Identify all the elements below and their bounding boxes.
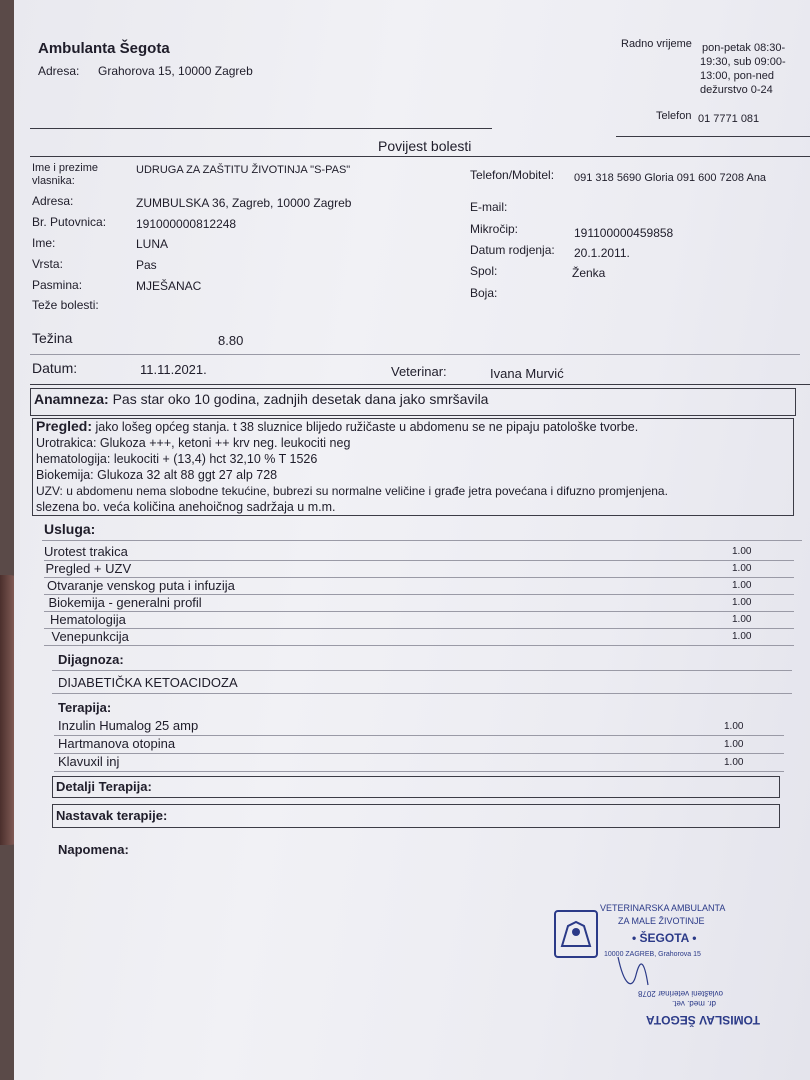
- pregled-label: Pregled:: [36, 418, 93, 434]
- terapija-item-qty: 1.00: [724, 739, 744, 750]
- page-title: Povijest bolesti: [378, 138, 472, 154]
- species-value: Pas: [136, 258, 157, 272]
- header-rule-left: [30, 128, 492, 129]
- owner-phone-label: Telefon/Mobitel:: [470, 168, 555, 182]
- weight-value: 8.80: [218, 333, 244, 348]
- clinic-address: Grahorova 15, 10000 Zagreb: [98, 64, 253, 78]
- clinic-name: Ambulanta Šegota: [38, 40, 170, 57]
- animal-name: LUNA: [136, 237, 169, 251]
- dijagnoza-label: Dijagnoza:: [58, 652, 124, 667]
- usluga-item-qty: 1.00: [732, 563, 752, 574]
- usluga-item-name: Hematologija: [50, 612, 126, 627]
- header-rule-right: [616, 136, 810, 137]
- stamp-flipped-license: ovlašteni veterinar 2078: [638, 989, 723, 998]
- passport-number: 191000000812248: [136, 217, 237, 231]
- breed-label: Pasmina:: [32, 278, 83, 292]
- hours-label: Radno vrijeme: [621, 38, 692, 50]
- usluga-item-name: Pregled + UZV: [45, 561, 132, 576]
- usluga-row-rule: [44, 628, 794, 629]
- animal-name-label: Ime:: [32, 236, 56, 250]
- usluga-row-rule: [44, 645, 794, 646]
- owner-name-label-1: Ime i prezime: [32, 162, 99, 174]
- stamp-line-3: • ŠEGOTA •: [632, 931, 697, 945]
- stamp-line-4: 10000 ZAGREB, Grahorova 15: [604, 951, 701, 958]
- vet-name: Ivana Murvić: [490, 366, 564, 381]
- medical-record-page: [14, 0, 810, 1080]
- usluga-item-name: Otvaranje venskog puta i infuzija: [47, 578, 235, 593]
- pregled-line-6: slezena bo. veća količina anehoičnog sadržaja u m.m.: [36, 500, 336, 514]
- usluga-item-name: Urotest trakica: [44, 544, 128, 559]
- terapija-item-qty: 1.00: [724, 757, 744, 768]
- napomena-label: Napomena:: [58, 842, 129, 857]
- vet-label: Veterinar:: [391, 364, 447, 379]
- title-rule: [30, 156, 810, 157]
- anamneza-text: Pas star oko 10 godina, zadnjih desetak dana jako smršavila: [112, 391, 489, 407]
- owner-name-label-2: vlasnika:: [32, 175, 75, 187]
- species-label: Vrsta:: [32, 257, 63, 271]
- detalji-box: [52, 776, 780, 798]
- owner-name: UDRUGA ZA ZAŠTITU ŽIVOTINJA "S-PAS": [136, 164, 351, 176]
- hours-line-2: 19:30, sub 09:00-: [700, 56, 786, 68]
- anamneza-label: Anamneza:: [34, 391, 109, 407]
- usluge-label: Usluga:: [44, 521, 96, 537]
- dijagnoza-text: DIJABETIČKA KETOACIDOZA: [58, 675, 238, 690]
- usluga-item-name: Biokemija - generalni profil: [48, 595, 202, 610]
- terapija-row-rule: [54, 771, 784, 772]
- hours-line-4: dežurstvo 0-24: [700, 84, 773, 96]
- detalji-label: Detalji Terapija:: [56, 779, 152, 794]
- stamp-flipped-title: dr. med. vet.: [672, 999, 717, 1008]
- usluge-rule: [42, 540, 802, 541]
- terapija-item-name: Hartmanova otopina: [58, 736, 176, 751]
- color-label: Boja:: [470, 286, 498, 300]
- owner-name-label: [32, 162, 98, 188]
- clinic-phone-label: Telefon: [656, 110, 692, 122]
- chip-number: 191100000459858: [574, 226, 674, 240]
- dob-value: 20.1.2011.: [574, 246, 630, 260]
- pregled-line-5: UZV: u abdomenu nema slobodne tekućine, bubrezi su normalne veličine i građe jetra povećana i difuzno promjenjena.: [36, 484, 668, 498]
- owner-address: ZUMBULSKA 36, Zagreb, 10000 Zagreb: [136, 196, 352, 210]
- weight-rule: [30, 354, 800, 355]
- weight-label: Težina: [32, 330, 73, 346]
- terapija-row-rule: [54, 753, 784, 754]
- anamneza-row: [34, 391, 488, 407]
- usluga-row-rule: [44, 560, 794, 561]
- stamp-logo: [554, 910, 598, 958]
- terapija-label: Terapija:: [58, 700, 112, 715]
- passport-label: Br. Putovnica:: [32, 215, 107, 229]
- stamp-flipped-name: TOMISLAV ŠEGOTA: [646, 1013, 761, 1027]
- clinic-stamp: [554, 895, 784, 1055]
- hours-line-3: 13:00, pon-ned: [700, 70, 775, 82]
- dijagnoza-rule-2: [52, 693, 792, 694]
- usluga-item-qty: 1.00: [732, 580, 752, 591]
- date-rule: [30, 384, 810, 385]
- usluga-item-qty: 1.00: [732, 597, 752, 608]
- owner-address-label: Adresa:: [32, 194, 74, 208]
- pregled-line-1: [36, 418, 796, 435]
- dijagnoza-rule: [52, 670, 792, 671]
- usluga-item-qty: 1.00: [732, 631, 752, 642]
- clinic-address-label: Adresa:: [38, 64, 80, 78]
- email-label: E-mail:: [470, 200, 508, 214]
- diseases-label: Teže bolesti:: [32, 298, 99, 312]
- signature-mark: [614, 955, 654, 995]
- usluga-item-qty: 1.00: [732, 546, 752, 557]
- pregled-line-3: hematologija: leukociti + (13,4) hct 32,10 % T 1526: [36, 452, 318, 466]
- usluga-row-rule: [44, 611, 794, 612]
- pregled-text: [36, 418, 796, 515]
- stamp-line-2: ZA MALE ŽIVOTINJE: [618, 916, 705, 926]
- usluga-item-name: Venepunkcija: [51, 629, 129, 644]
- hours-line-1: pon-petak 08:30-: [702, 42, 786, 54]
- pregled-line-1-text: jako lošeg općeg stanja. t 38 sluznice blijedo ružičaste u abdomenu se ne pipaju patološke tvorbe.: [95, 420, 639, 434]
- usluga-item-qty: 1.00: [732, 614, 752, 625]
- owner-phone: 091 318 5690 Gloria 091 600 7208 Ana: [574, 172, 767, 184]
- terapija-item-qty: 1.00: [724, 721, 744, 732]
- dob-label: Datum rodjenja:: [470, 243, 555, 257]
- stamp-animal-icon: [556, 912, 596, 956]
- stamp-line-1: VETERINARSKA AMBULANTA: [600, 903, 726, 913]
- terapija-item-name: Inzulin Humalog 25 amp: [58, 718, 199, 733]
- pregled-line-2: Urotrakica: Glukoza +++, ketoni ++ krv neg. leukociti neg: [36, 436, 351, 450]
- clinic-phone: 01 7771 081: [698, 113, 760, 125]
- nastavak-label: Nastavak terapije:: [56, 808, 168, 823]
- date-label: Datum:: [32, 360, 78, 376]
- visit-date: 11.11.2021.: [140, 362, 207, 377]
- sex-label: Spol:: [470, 264, 498, 278]
- sex-value: Ženka: [572, 266, 606, 280]
- terapija-item-name: Klavuxil inj: [58, 754, 120, 769]
- chip-label: Mikročip:: [470, 222, 519, 236]
- pregled-line-4: Biokemija: Glukoza 32 alt 88 ggt 27 alp 728: [36, 468, 278, 482]
- breed-value: MJEŠANAC: [136, 279, 202, 293]
